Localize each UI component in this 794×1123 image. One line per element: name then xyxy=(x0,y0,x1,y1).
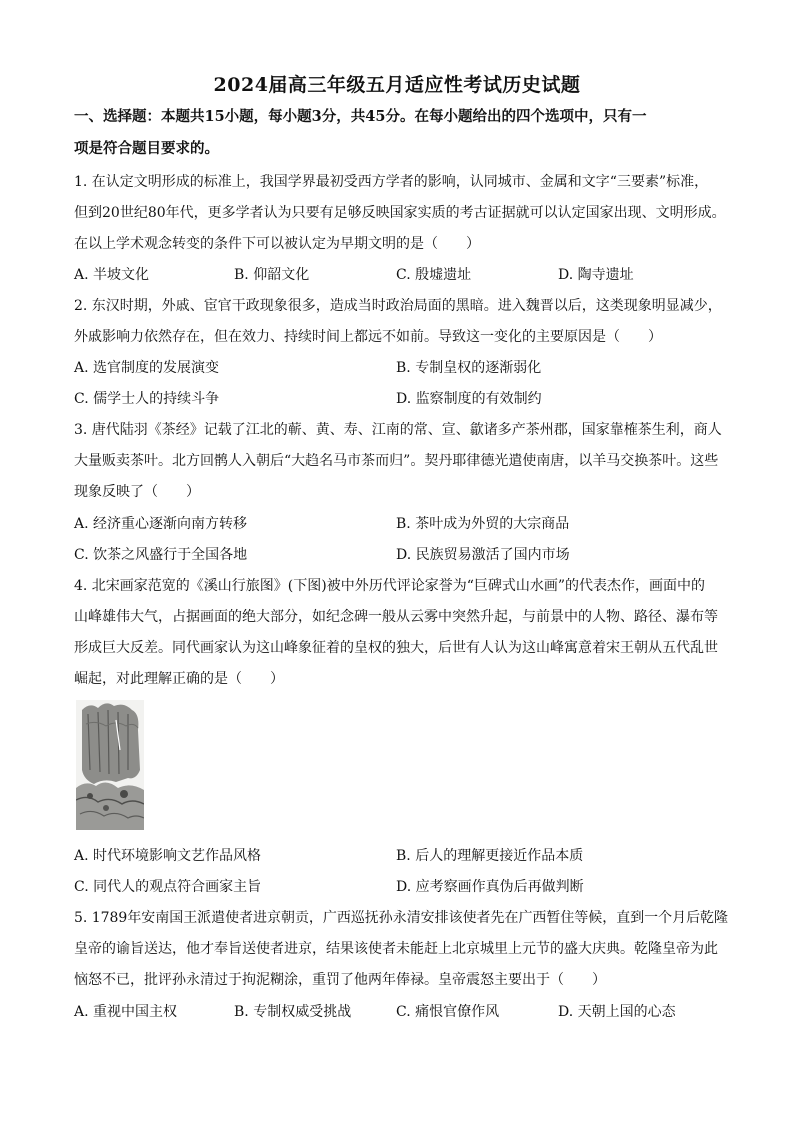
question-5-line-1: 5. 1789年安南国王派遣使者进京朝贡，广西巡抚孙永清安排该使者先在广西暂住等候，直到一个月后乾隆 xyxy=(74,910,728,926)
question-2-option-c: C. 儒学士人的持续斗争 xyxy=(74,391,220,407)
question-3-option-c: C. 饮茶之风盛行于全国各地 xyxy=(74,547,248,563)
question-4-line-3: 形成巨大反差。同代画家认为这山峰象征着的皇权的独大，后世有人认为这山峰寓意着宋王朝从五代乱世 xyxy=(74,640,718,656)
question-5-line-3: 恼怒不已，批评孙永清过于拘泥糊涂，重罚了他两年俸禄。皇帝震怒主要出于（ ） xyxy=(74,972,606,988)
question-2-option-b: B. 专制皇权的逐渐弱化 xyxy=(396,360,542,376)
question-1-option-a: A. 半坡文化 xyxy=(74,267,150,283)
question-1-line-1: 1. 在认定文明形成的标准上，我国学界最初受西方学者的影响，认同城市、金属和文字“三要素”标准， xyxy=(74,174,709,190)
page-title: 2024届高三年级五月适应性考试历史试题 xyxy=(213,74,581,96)
section-heading-line-1: 一、选择题：本题共15小题，每小题3分，共45分。在每小题给出的四个选项中，只有一 xyxy=(74,108,647,125)
section-heading-line-2: 项是符合题目要求的。 xyxy=(74,140,219,157)
question-5-option-d: D. 天朝上国的心态 xyxy=(558,1004,676,1020)
question-4-line-2: 山峰雄伟大气，占据画面的绝大部分，如纪念碑一般从云雾中突然升起，与前景中的人物、路径、瀑布等 xyxy=(74,609,718,625)
question-4-option-c: C. 同代人的观点符合画家主旨 xyxy=(74,879,262,895)
question-1-option-d: D. 陶寺遗址 xyxy=(558,267,634,283)
question-1-line-3: 在以上学术观念转变的条件下可以被认定为早期文明的是（ ） xyxy=(74,236,480,252)
question-2-line-1: 2. 东汉时期，外戚、宦官干政现象很多，造成当时政治局面的黑暗。进入魏晋以后，这类现象明显减少， xyxy=(74,298,722,314)
question-1-option-b: B. 仰韶文化 xyxy=(234,267,310,283)
question-3-line-2: 大量贩卖茶叶。北方回鹘人入朝后“大趋名马市茶而归”。契丹耶律德光遣使南唐，以羊马交换茶叶。这些 xyxy=(74,453,719,469)
question-3-line-1: 3. 唐代陆羽《茶经》记载了江北的蕲、黄、寿、江南的常、宣、歙诸多产茶州郡，国家靠榷茶生利，商人 xyxy=(74,422,722,438)
question-5-option-a: A. 重视中国主权 xyxy=(74,1004,178,1020)
question-4-option-a: A. 时代环境影响文艺作品风格 xyxy=(74,848,262,864)
question-1-line-2: 但到20世纪80年代，更多学者认为只要有足够反映国家实质的考古证据就可以认定国家出现、文明形成。 xyxy=(74,205,726,221)
question-3-line-3: 现象反映了（ ） xyxy=(74,484,200,500)
question-2-option-a: A. 选官制度的发展演变 xyxy=(74,360,220,376)
question-3-option-d: D. 民族贸易激活了国内市场 xyxy=(396,547,570,563)
question-5-line-2: 皇帝的谕旨送达，他才奉旨送使者进京，结果该使者未能赶上北京城里上元节的盛大庆典。乾隆皇帝为此 xyxy=(74,941,718,957)
question-5-option-b: B. 专制权威受挑战 xyxy=(234,1004,352,1020)
question-1-option-c: C. 殷墟遗址 xyxy=(396,267,472,283)
question-2-option-d: D. 监察制度的有效制约 xyxy=(396,391,542,407)
question-4-line-1: 4. 北宋画家范宽的《溪山行旅图》(下图)被中外历代评论家誉为“巨碑式山水画”的代表杰作，画面中的 xyxy=(74,578,706,594)
question-5-option-c: C. 痛恨官僚作风 xyxy=(396,1004,500,1020)
question-3-option-b: B. 茶叶成为外贸的大宗商品 xyxy=(396,516,570,532)
landscape-painting-image xyxy=(76,700,144,830)
question-4-line-4: 崛起，对此理解正确的是（ ） xyxy=(74,671,284,687)
question-4-option-b: B. 后人的理解更接近作品本质 xyxy=(396,848,584,864)
question-2-line-2: 外戚影响力依然存在，但在效力、持续时间上都远不如前。导致这一变化的主要原因是（ ） xyxy=(74,329,662,345)
question-3-option-a: A. 经济重心逐渐向南方转移 xyxy=(74,516,248,532)
question-4-option-d: D. 应考察画作真伪后再做判断 xyxy=(396,879,584,895)
